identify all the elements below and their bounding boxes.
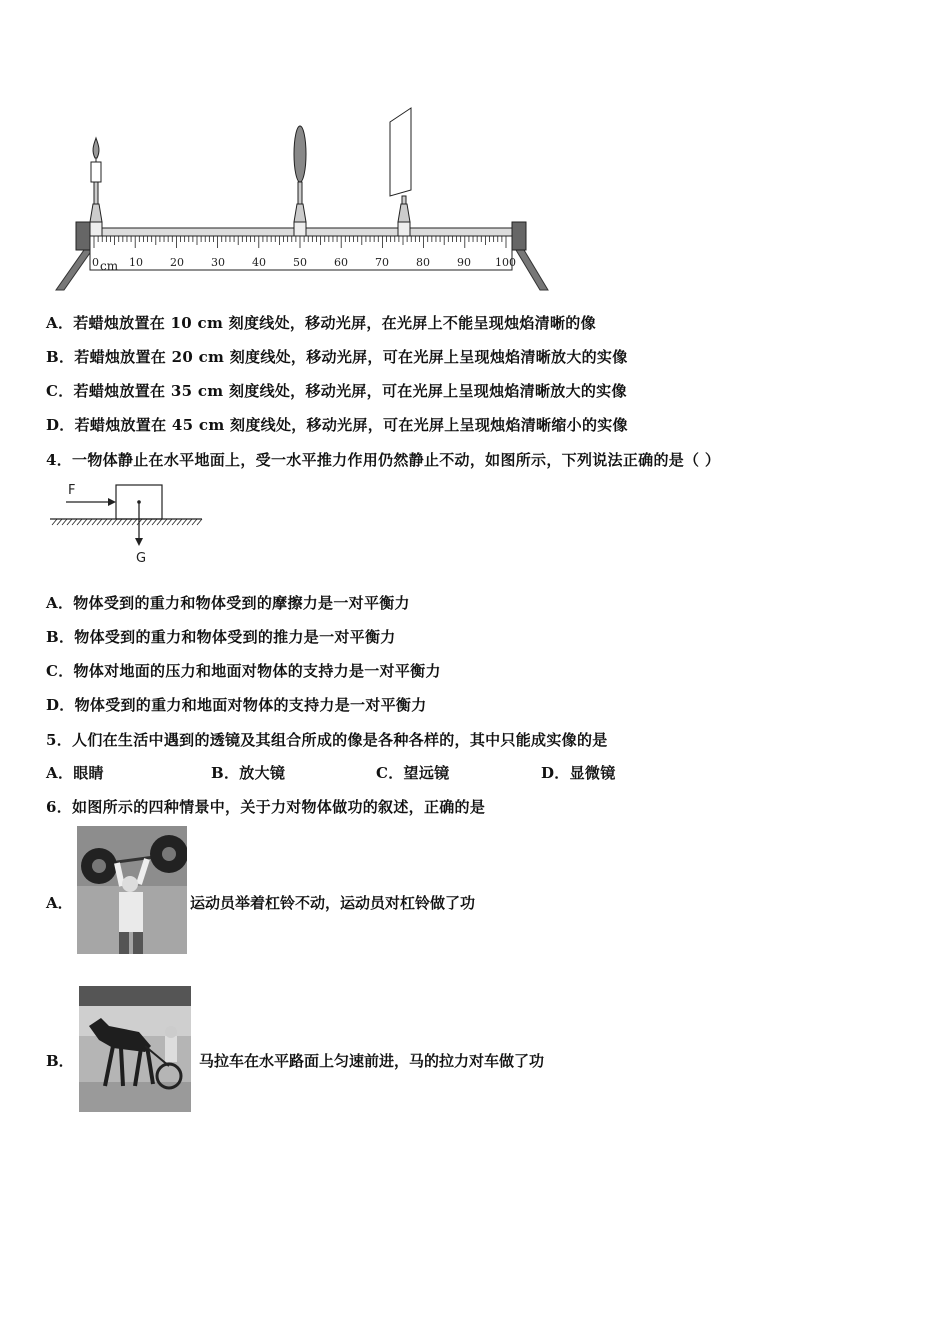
tick-label-10: 10 bbox=[129, 256, 143, 269]
hatch-mark bbox=[62, 519, 67, 525]
force-label-g: G bbox=[136, 551, 147, 566]
q4-option-c: C．物体对地面的压力和地面对物体的支持力是一对平衡力 bbox=[46, 662, 441, 680]
q4-option-d: D．物体受到的重力和地面对物体的支持力是一对平衡力 bbox=[46, 696, 427, 714]
hatch-mark bbox=[187, 519, 192, 525]
tick-label-90: 90 bbox=[457, 256, 471, 269]
hatch-mark bbox=[72, 519, 77, 525]
q3-option-c: C．若蜡烛放置在 35 cm 刻度线处，移动光屏，可在光屏上呈现烛焰清晰放大的实像 bbox=[46, 382, 627, 400]
hatch-mark bbox=[167, 519, 172, 525]
light-screen-icon bbox=[390, 108, 411, 236]
q6-option-b-text: 马拉车在水平路面上匀速前进，马的拉力对车做了功 bbox=[199, 1052, 545, 1070]
hatch-mark bbox=[152, 519, 157, 525]
q4-option-a: A．物体受到的重力和物体受到的摩擦力是一对平衡力 bbox=[46, 594, 410, 612]
hatch-mark bbox=[147, 519, 152, 525]
q4-option-b: B．物体受到的重力和物体受到的推力是一对平衡力 bbox=[46, 628, 396, 646]
hatch-mark bbox=[162, 519, 167, 525]
q3-option-a: A．若蜡烛放置在 10 cm 刻度线处，移动光屏，在光屏上不能呈现烛焰清晰的像 bbox=[46, 314, 596, 332]
q5-option-b: B．放大镜 bbox=[211, 764, 286, 782]
hatch-mark bbox=[192, 519, 197, 525]
tick-label-80: 80 bbox=[416, 256, 430, 269]
optical-bench-figure bbox=[54, 100, 554, 295]
q3-option-d: D．若蜡烛放置在 45 cm 刻度线处，移动光屏，可在光屏上呈现烛焰清晰缩小的实像 bbox=[46, 416, 628, 434]
hatch-mark bbox=[67, 519, 72, 525]
q5-option-d: D．显微镜 bbox=[541, 764, 616, 782]
hatch-mark bbox=[107, 519, 112, 525]
hatch-mark bbox=[132, 519, 137, 525]
force-diagram bbox=[46, 478, 206, 568]
hatch-mark bbox=[52, 519, 57, 525]
q3-option-b: B．若蜡烛放置在 20 cm 刻度线处，移动光屏，可在光屏上呈现烛焰清晰放大的实像 bbox=[46, 348, 628, 366]
hatch-mark bbox=[102, 519, 107, 525]
q6-stem: 6．如图所示的四种情景中，关于力对物体做功的叙述，正确的是 bbox=[46, 798, 486, 816]
tick-label-70: 70 bbox=[375, 256, 389, 269]
hatch-mark bbox=[177, 519, 182, 525]
tick-label-0: 0 bbox=[92, 256, 99, 269]
horse-cart-image bbox=[79, 986, 191, 1112]
tick-label-30: 30 bbox=[211, 256, 225, 269]
hatch-mark bbox=[182, 519, 187, 525]
ground-hatch bbox=[52, 519, 202, 525]
hatch-mark bbox=[122, 519, 127, 525]
tick-label-40: 40 bbox=[252, 256, 266, 269]
q6-option-a-text: 运动员举着杠铃不动，运动员对杠铃做了功 bbox=[190, 894, 476, 912]
q6-option-b-letter: B． bbox=[46, 1052, 74, 1070]
hatch-mark bbox=[77, 519, 82, 525]
tick-label-100: 100 bbox=[495, 256, 516, 269]
q5-options bbox=[46, 762, 616, 783]
hatch-mark bbox=[172, 519, 177, 525]
hatch-mark bbox=[112, 519, 117, 525]
tick-label-50: 50 bbox=[293, 256, 307, 269]
weightlifter-image bbox=[77, 826, 187, 954]
hatch-mark bbox=[87, 519, 92, 525]
tick-label-unit: cm bbox=[100, 259, 119, 273]
q5-option-a: A．眼睛 bbox=[46, 764, 104, 782]
hatch-mark bbox=[197, 519, 202, 525]
hatch-mark bbox=[117, 519, 122, 525]
tick-label-60: 60 bbox=[334, 256, 348, 269]
tick-label-20: 20 bbox=[170, 256, 184, 269]
hatch-mark bbox=[142, 519, 147, 525]
hatch-mark bbox=[157, 519, 162, 525]
hatch-mark bbox=[92, 519, 97, 525]
q4-stem: 4．一物体静止在水平地面上，受一水平推力作用仍然静止不动，如图所示，下列说法正确的是（ ） bbox=[46, 451, 721, 469]
q5-option-c: C．望远镜 bbox=[376, 764, 450, 782]
hatch-mark bbox=[127, 519, 132, 525]
force-label-f: F bbox=[68, 483, 76, 498]
hatch-mark bbox=[82, 519, 87, 525]
hatch-mark bbox=[97, 519, 102, 525]
candle-icon bbox=[90, 138, 102, 236]
hatch-mark bbox=[57, 519, 62, 525]
q6-option-a-letter: A． bbox=[46, 894, 73, 912]
q5-stem: 5．人们在生活中遇到的透镜及其组合所成的像是各种各样的，其中只能成实像的是 bbox=[46, 731, 608, 749]
convex-lens-icon bbox=[294, 126, 306, 236]
